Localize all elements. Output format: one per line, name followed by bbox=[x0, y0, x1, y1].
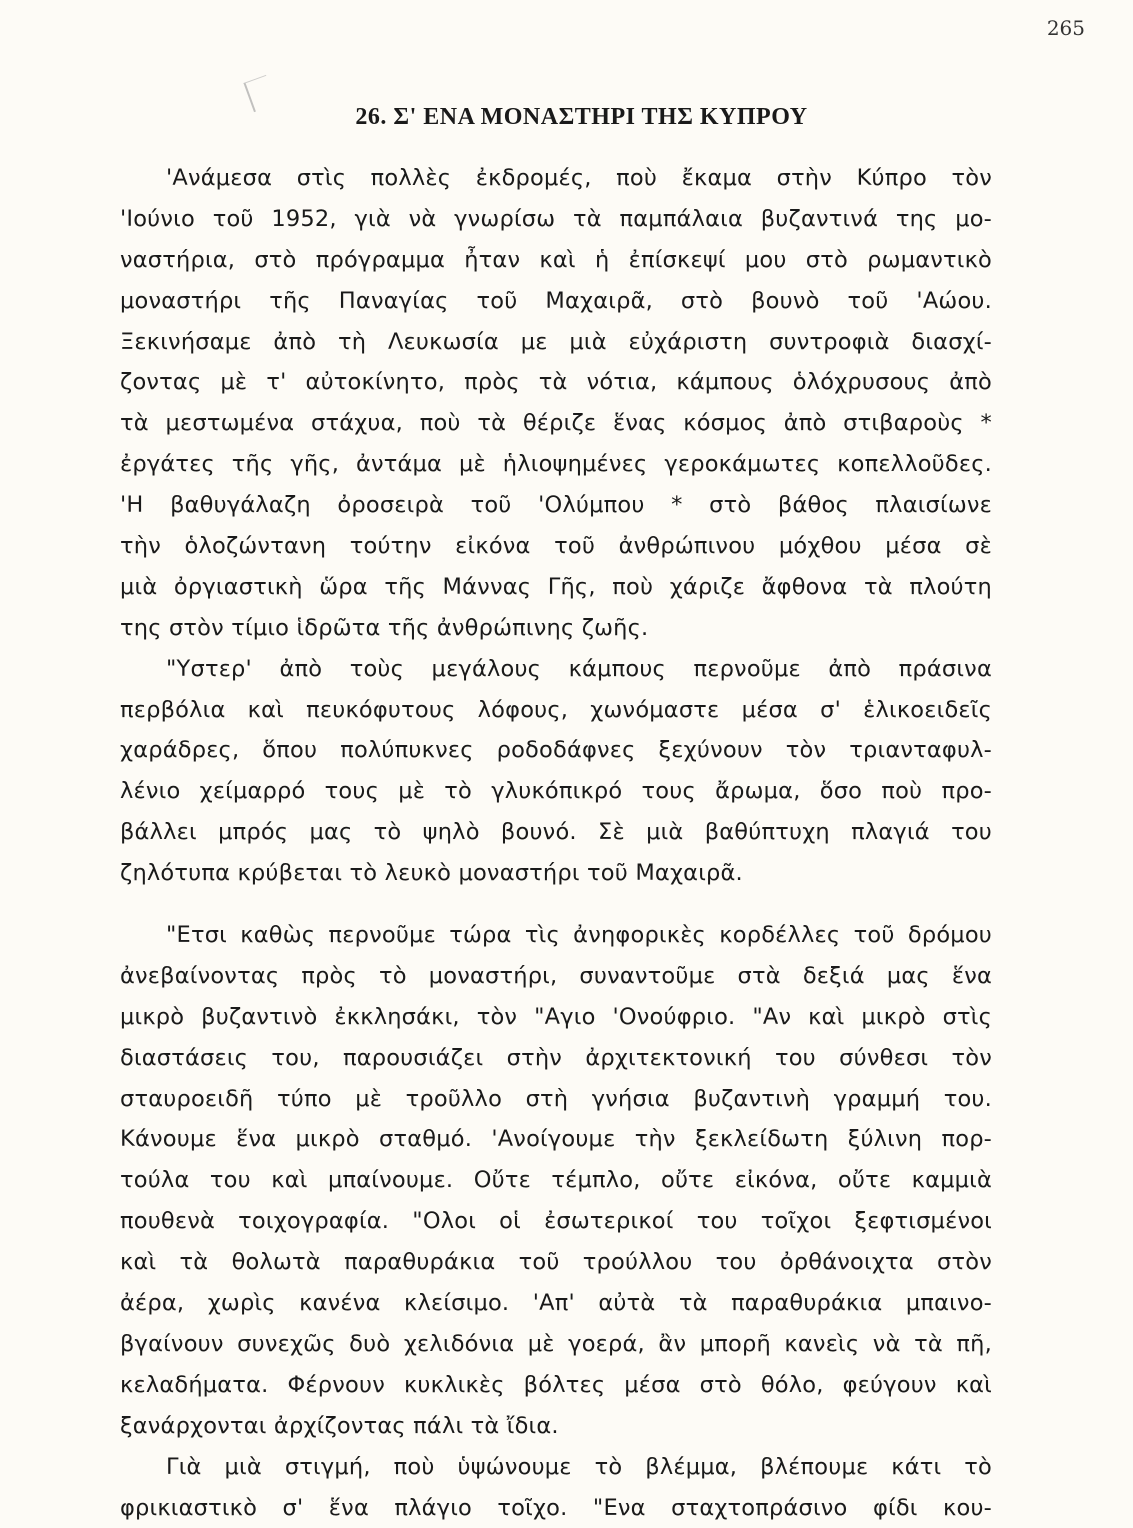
text-line: τούλα του καὶ μπαίνουμε. Οὔτε τέμπλο, οὔτε εἰκόνα, οὔτε καμμιὰ bbox=[120, 1160, 992, 1201]
text-line: Κάνουμε ἕνα μικρὸ σταθμό. 'Ανοίγουμε τὴν ξεκλείδωτη ξύλινη πορ- bbox=[120, 1119, 992, 1160]
text-line: ἀνεβαίνοντας πρὸς τὸ μοναστήρι, συναντοῦμε στὰ δεξιά μας ἕνα bbox=[120, 956, 992, 997]
text-line: περβόλια καὶ πευκόφυτους λόφους, χωνόμαστε μέσα σ' ἑλικοειδεῖς bbox=[120, 690, 992, 731]
text-line: Γιὰ μιὰ στιγμή, ποὺ ὑψώνουμε τὸ βλέμμα, βλέπουμε κάτι τὸ bbox=[120, 1447, 992, 1488]
text-line: της στὸν τίμιο ἱδρῶτα τῆς ἀνθρώπινης ζωῆς. bbox=[120, 608, 992, 649]
text-line: ζοντας μὲ τ' αὐτοκίνητο, πρὸς τὰ νότια, κάμπους ὁλόχρυσους ἀπὸ bbox=[120, 362, 992, 403]
text-line: 'Ιούνιο τοῦ 1952, γιὰ νὰ γνωρίσω τὰ παμπάλαια βυζαντινά της μο- bbox=[120, 199, 992, 240]
text-line: βγαίνουν συνεχῶς δυὸ χελιδόνια μὲ γοερά, ἂν μπορῆ κανεὶς νὰ τὰ πῆ, bbox=[120, 1324, 992, 1365]
text-line: φρικιαστικὸ σ' ἕνα πλάγιο τοῖχο. "Ενα σταχτοπράσινο φίδι κου- bbox=[120, 1488, 992, 1528]
text-line: ἐργάτες τῆς γῆς, ἀντάμα μὲ ἡλιοψημένες γεροκάμωτες κοπελλοῦδες. bbox=[120, 444, 992, 485]
text-line: τὴν ὁλοζώντανη τούτην εἰκόνα τοῦ ἀνθρώπινου μόχθου μέσα σὲ bbox=[120, 526, 992, 567]
text-line: σταυροειδῆ τύπο μὲ τροῦλλο στὴ γνήσια βυζαντινὴ γραμμή του. bbox=[120, 1079, 992, 1120]
body-text bbox=[120, 158, 992, 1528]
text-line: μοναστήρι τῆς Παναγίας τοῦ Μαχαιρᾶ, στὸ βουνὸ τοῦ 'Αώου. bbox=[120, 281, 992, 322]
text-line: λένιο χείμαρρό τους μὲ τὸ γλυκόπικρό τους ἄρωμα, ὅσο ποὺ προ- bbox=[120, 771, 992, 812]
text-line: 'Ανάμεσα στὶς πολλὲς ἐκδρομές, ποὺ ἔκαμα στὴν Κύπρο τὸν bbox=[120, 158, 992, 199]
text-line: ναστήρια, στὸ πρόγραμμα ἦταν καὶ ἡ ἐπίσκεψί μου στὸ ρωμαντικὸ bbox=[120, 240, 992, 281]
text-line: 'Η βαθυγάλαζη ὀροσειρὰ τοῦ 'Ολύμπου * στὸ βάθος πλαισίωνε bbox=[120, 485, 992, 526]
text-line: ζηλότυπα κρύβεται τὸ λευκὸ μοναστήρι τοῦ Μαχαιρᾶ. bbox=[120, 853, 992, 894]
text-line: διαστάσεις του, παρουσιάζει στὴν ἀρχιτεκτονική του σύνθεσι τὸν bbox=[120, 1038, 992, 1079]
text-line: "Υστερ' ἀπὸ τοὺς μεγάλους κάμπους περνοῦμε ἀπὸ πράσινα bbox=[120, 649, 992, 690]
text-line: Ξεκινήσαμε ἀπὸ τὴ Λευκωσία με μιὰ εὐχάριστη συντροφιὰ διασχί- bbox=[120, 322, 992, 363]
text-line: ἀέρα, χωρὶς κανένα κλείσιμο. 'Απ' αὐτὰ τὰ παραθυράκια μπαινο- bbox=[120, 1283, 992, 1324]
text-line: μιὰ ὀργιαστικὴ ὥρα τῆς Μάννας Γῆς, ποὺ χάριζε ἄφθονα τὰ πλούτη bbox=[120, 567, 992, 608]
text-line: πουθενὰ τοιχογραφία. "Ολοι οἱ ἐσωτερικοί του τοῖχοι ξεφτισμένοι bbox=[120, 1201, 992, 1242]
text-line: καὶ τὰ θολωτὰ παραθυράκια τοῦ τρούλλου του ὀρθάνοιχτα στὸν bbox=[120, 1242, 992, 1283]
text-line: χαράδρες, ὅπου πολύπυκνες ροδοδάφνες ξεχύνουν τὸν τριανταφυλ- bbox=[120, 730, 992, 771]
chapter-title: 26. Σ' ΕΝΑ ΜΟΝΑΣΤΗΡΙ ΤΗΣ ΚΥΠΡΟΥ bbox=[0, 104, 1133, 131]
page-number: 265 bbox=[1047, 16, 1085, 40]
text-line: τὰ μεστωμένα στάχυα, ποὺ τὰ θέριζε ἕνας κόσμος ἀπὸ στιβαροὺς * bbox=[120, 403, 992, 444]
text-line: μικρὸ βυζαντινὸ ἐκκλησάκι, τὸν "Αγιο 'Ονούφριο. "Αν καὶ μικρὸ στὶς bbox=[120, 997, 992, 1038]
text-line: κελαδήματα. Φέρνουν κυκλικὲς βόλτες μέσα στὸ θόλο, φεύγουν καὶ bbox=[120, 1365, 992, 1406]
text-line: βάλλει μπρός μας τὸ ψηλὸ βουνό. Σὲ μιὰ βαθύπτυχη πλαγιά του bbox=[120, 812, 992, 853]
text-line: "Ετσι καθὼς περνοῦμε τώρα τὶς ἀνηφορικὲς κορδέλλες τοῦ δρόμου bbox=[120, 915, 992, 956]
paragraph-gap bbox=[120, 894, 992, 915]
text-line: ξανάρχονται ἀρχίζοντας πάλι τὰ ἴδια. bbox=[120, 1406, 992, 1447]
